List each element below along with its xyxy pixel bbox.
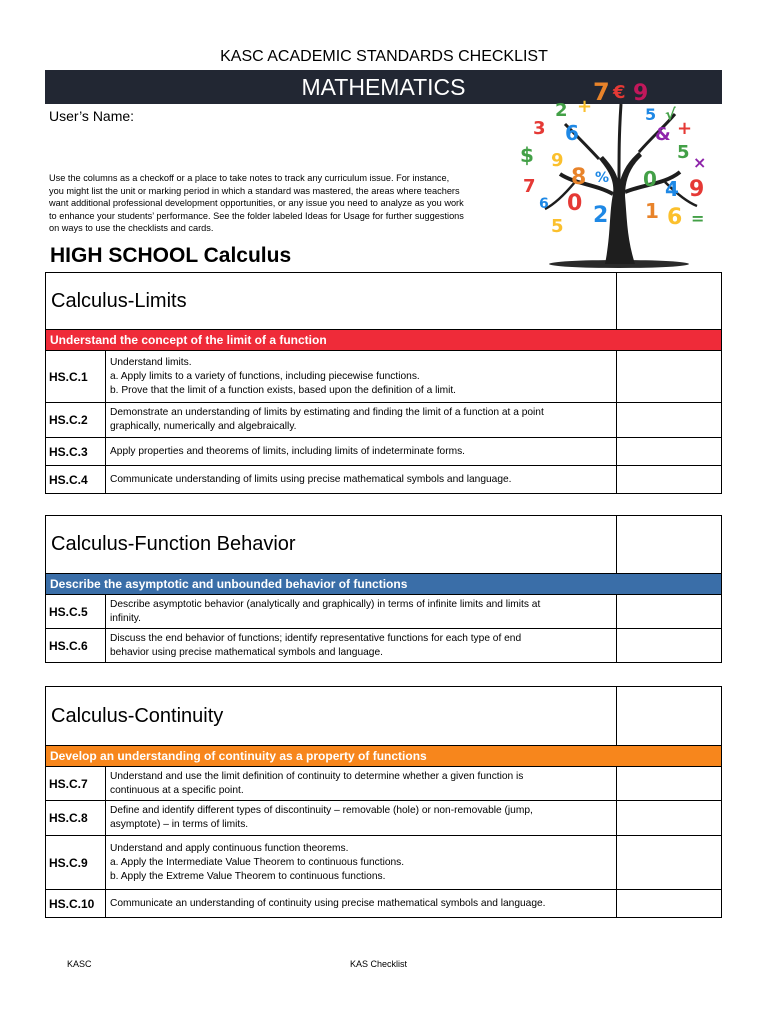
svg-text:9: 9 — [633, 81, 649, 106]
standard-code: HS.C.4 — [46, 466, 106, 493]
checkoff-cell[interactable] — [616, 767, 721, 800]
standard-description: Understand and apply continuous function theorems. a. Apply the Intermediate Value Theorem to continuous functions. b. Apply the Extreme Value Theorem to continuous functions. — [110, 842, 405, 882]
svg-text:5: 5 — [677, 142, 690, 163]
svg-text:+: + — [577, 96, 593, 117]
standard-row — [45, 466, 722, 494]
svg-text:√: √ — [665, 105, 676, 124]
section-header — [45, 686, 722, 746]
svg-text:%: % — [595, 170, 610, 186]
section-function-behavior — [45, 515, 722, 663]
svg-text:9: 9 — [689, 177, 705, 202]
svg-text:+: + — [677, 118, 693, 139]
footer-center: KAS Checklist — [350, 959, 408, 969]
standard-code: HS.C.6 — [46, 629, 106, 662]
section-title: Calculus-Limits — [51, 290, 187, 312]
standard-description: Define and identify different types of discontinuity – removable (hole) or non-removable (jump, asymptote) – in terms of limits. — [110, 805, 533, 830]
svg-text:0: 0 — [567, 191, 583, 216]
standard-code: HS.C.2 — [46, 403, 106, 437]
checkoff-cell[interactable] — [616, 403, 721, 437]
checkoff-cell[interactable] — [616, 801, 721, 835]
standard-code: HS.C.8 — [46, 801, 106, 835]
svg-text:×: × — [693, 153, 707, 172]
svg-text:6: 6 — [667, 205, 683, 230]
section-title: Calculus-Function Behavior — [51, 533, 296, 555]
section-limits — [45, 272, 722, 494]
standard-row — [45, 890, 722, 918]
svg-text:7: 7 — [523, 176, 536, 197]
standard-description: Communicate understanding of limits using precise mathematical symbols and language. — [110, 473, 512, 485]
checkoff-cell[interactable] — [616, 438, 721, 465]
checkoff-cell[interactable] — [616, 687, 721, 745]
course-title: HIGH SCHOOL Calculus — [50, 244, 292, 267]
svg-text:€: € — [613, 82, 626, 103]
standard-code: HS.C.9 — [46, 836, 106, 889]
cluster-bar: Develop an understanding of continuity as a property of functions — [45, 746, 722, 766]
standard-code: HS.C.1 — [46, 351, 106, 402]
svg-text:2: 2 — [593, 203, 609, 228]
standard-description: Apply properties and theorems of limits, including limits of indeterminate forms. — [110, 445, 466, 457]
checkoff-cell[interactable] — [616, 890, 721, 917]
checkoff-cell[interactable] — [616, 466, 721, 493]
cluster-bar: Describe the asymptotic and unbounded behavior of functions — [45, 574, 722, 594]
checkoff-cell[interactable] — [616, 629, 721, 662]
svg-text:3: 3 — [533, 118, 546, 139]
standard-row — [45, 594, 722, 629]
checkoff-cell[interactable] — [616, 351, 721, 402]
checkoff-cell[interactable] — [616, 516, 721, 573]
standard-row — [45, 403, 722, 438]
svg-text:5: 5 — [645, 105, 657, 124]
svg-text:0: 0 — [643, 167, 657, 191]
standard-code: HS.C.5 — [46, 595, 106, 628]
standard-description: Understand limits. a. Apply limits to a variety of functions, including piecewise functions. b. Prove that the limit of a function exists, based upon the definition of a limit. — [110, 356, 457, 396]
svg-text:9: 9 — [551, 150, 564, 171]
intro-text: Use the columns as a checkoff or a place to take notes to track any curriculum issue. For instance, you might list the unit or marking period in which a standard was mastered, the areas where teachers want additional professional development opportunities, or any issue you need to analyze as you work to enhance your students’ performance. See the folder labeled Ideas for Usage for further suggestions on ways to use the checklists and cards. — [49, 173, 464, 233]
svg-text:&: & — [655, 124, 671, 145]
standard-row — [45, 836, 722, 890]
standard-description: Discuss the end behavior of functions; identify representative functions for each type of end behavior using precise mathematical symbols and language. — [110, 632, 522, 658]
checkoff-cell[interactable] — [616, 273, 721, 329]
cluster-bar: Understand the concept of the limit of a function — [45, 330, 722, 350]
section-continuity — [45, 686, 722, 918]
standard-description: Demonstrate an understanding of limits by estimating and finding the limit of a function at a point graphically, numerically and algebraically. — [110, 407, 544, 432]
standard-code: HS.C.10 — [46, 890, 106, 917]
standard-row — [45, 350, 722, 403]
svg-text:6: 6 — [539, 196, 549, 212]
standard-row — [45, 629, 722, 663]
standard-description: Communicate an understanding of continuity using precise mathematical symbols and language. — [110, 897, 546, 909]
section-title: Calculus-Continuity — [51, 705, 224, 727]
svg-text:4: 4 — [665, 177, 679, 201]
section-header — [45, 515, 722, 574]
standard-row — [45, 766, 722, 801]
checkoff-cell[interactable] — [616, 595, 721, 628]
subject-banner: MATHEMATICS — [45, 70, 722, 104]
section-header — [45, 272, 722, 330]
standard-code: HS.C.7 — [46, 767, 106, 800]
svg-text:8: 8 — [571, 165, 587, 190]
svg-text:1: 1 — [645, 199, 659, 223]
svg-text:5: 5 — [551, 216, 564, 237]
math-tree-illustration — [515, 74, 723, 268]
svg-text:7: 7 — [593, 78, 610, 106]
user-name-label: User’s Name: — [49, 108, 135, 124]
document-title: KASC ACADEMIC STANDARDS CHECKLIST — [220, 48, 548, 65]
svg-text:6: 6 — [565, 121, 579, 145]
svg-text:=: = — [691, 209, 705, 228]
standard-code: HS.C.3 — [46, 438, 106, 465]
svg-text:$: $ — [520, 143, 534, 167]
svg-text:2: 2 — [555, 100, 568, 121]
standard-row — [45, 438, 722, 466]
standard-description: Describe asymptotic behavior (analytically and graphically) in terms of infinite limits and limits at infinity. — [110, 598, 541, 624]
footer-left: KASC — [67, 959, 92, 969]
standard-description: Understand and use the limit definition of continuity to determine whether a given function is continuous at a specific point. — [110, 770, 524, 796]
standard-row — [45, 801, 722, 836]
checkoff-cell[interactable] — [616, 836, 721, 889]
